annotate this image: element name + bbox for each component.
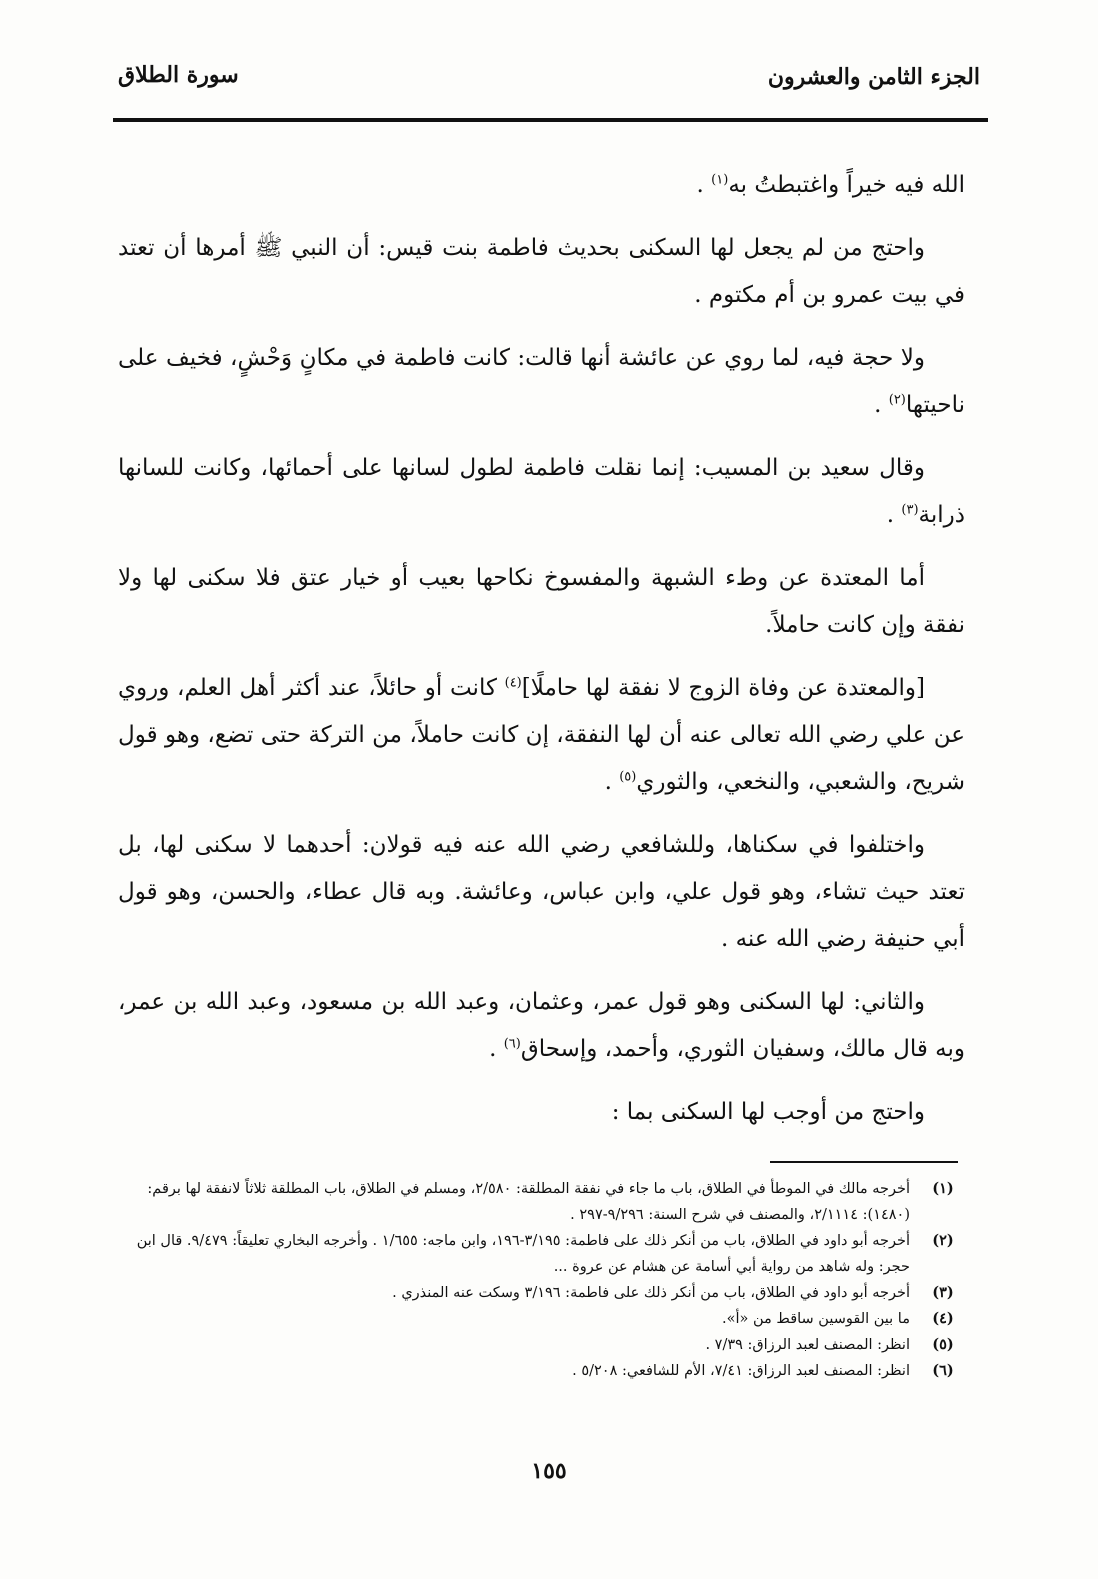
paragraph-text: وقال سعيد بن المسيب: إنما نقلت فاطمة لطول لسانها على أحمائها، وكانت للسانها ذرابة	[118, 455, 965, 528]
footnote-ref: (٥)	[619, 769, 637, 785]
running-header	[118, 62, 988, 102]
footnote-number: (٥)	[932, 1336, 954, 1353]
paragraph-tail: .	[874, 392, 889, 418]
paragraph-tail: .	[696, 172, 712, 198]
footnote-3	[118, 1280, 958, 1306]
footnote-ref: (١)	[711, 172, 729, 188]
footnote-6	[118, 1358, 958, 1384]
header-divider	[113, 118, 988, 122]
surah-title: سورة الطلاق	[118, 62, 239, 88]
footnote-2	[118, 1228, 958, 1280]
footnote-ref: (٦)	[503, 1036, 521, 1052]
footnote-number: (١)	[932, 1180, 954, 1197]
page-number: ١٥٥	[531, 1458, 567, 1484]
paragraph-text: [والمعتدة عن وفاة الزوج لا نفقة لها حاملًا]	[521, 675, 925, 701]
paragraph-2	[118, 225, 965, 319]
paragraph-text: ولا حجة فيه، لما روي عن عائشة أنها قالت: كانت فاطمة في مكانٍ وَحْشٍ، فخيف على ناحيتها	[118, 345, 965, 418]
paragraph-3	[118, 335, 965, 429]
main-text	[118, 162, 965, 1152]
footnote-text: انظر: المصنف لعبد الرزاق: ٧/٤١، الأم للشافعي: ٥/٢٠٨ .	[572, 1363, 910, 1379]
footnote-text: ما بين القوسين ساقط من «أ».	[722, 1311, 910, 1327]
paragraph-5	[118, 555, 965, 649]
paragraph-8	[118, 979, 965, 1073]
footnote-number: (٦)	[932, 1362, 954, 1379]
footnote-ref: (٢)	[888, 392, 906, 408]
paragraph-text: الله فيه خيراً واغتبطتُ به	[728, 172, 965, 198]
paragraph-text: واحتج من لم يجعل لها السكنى بحديث فاطمة بنت قيس: أن النبي ﷺ أمرها أن تعتد في بيت عمرو بن أم مكتوم .	[118, 235, 965, 308]
footnote-text: انظر: المصنف لعبد الرزاق: ٧/٣٩ .	[705, 1337, 910, 1353]
paragraph-text: واختلفوا في سكناها، وللشافعي رضي الله عنه فيه قولان: أحدهما لا سكنى لها، بل تعتد حيث تشاء، وهو قول علي، وابن عباس، وعائشة. وبه قال عطاء، والحسن، وهو قول أبي حنيفة رضي الله عنه .	[118, 832, 965, 952]
footnote-4	[118, 1306, 958, 1332]
footnote-number: (٤)	[932, 1310, 954, 1327]
paragraph-4	[118, 445, 965, 539]
paragraph-text: والثاني: لها السكنى وهو قول عمر، وعثمان، وعبد الله بن مسعود، وعبد الله بن عمر، وبه قال مالك، وسفيان الثوري، وأحمد، وإسحاق	[118, 989, 965, 1062]
footnote-ref: (٤)	[504, 675, 522, 691]
footnote-5	[118, 1332, 958, 1358]
footnotes	[118, 1176, 958, 1384]
paragraph-text: واحتج من أوجب لها السكنى بما :	[611, 1099, 925, 1125]
paragraph-1	[118, 162, 965, 209]
footnote-number: (٣)	[932, 1284, 954, 1301]
part-title: الجزء الثامن والعشرون	[767, 64, 980, 90]
footnote-number: (٢)	[932, 1232, 954, 1249]
paragraph-tail: .	[604, 769, 620, 795]
footnote-text: أخرجه أبو داود في الطلاق، باب من أنكر ذلك على فاطمة: ٣/١٩٦ وسكت عنه المنذري .	[392, 1285, 910, 1301]
footnote-1	[118, 1176, 958, 1228]
paragraph-text: أما المعتدة عن وطء الشبهة والمفسوخ نكاحها بعيب أو خيار عتق فلا سكنى لها ولا نفقة وإن كانت حاملاً.	[118, 565, 965, 638]
footnote-ref: (٣)	[901, 502, 919, 518]
footnote-text: أخرجه مالك في الموطأ في الطلاق، باب ما جاء في نفقة المطلقة: ٢/٥٨٠، ومسلم في الطلاق، باب المطلقة ثلاثاً لانفقة لها برقم: (١٤٨٠): ٢/١١١٤، والمصنف في شرح السنة: ٩/٢٩٦-٢٩٧ .	[147, 1181, 910, 1223]
paragraph-tail: كانت أو حائلاً، عند أكثر أهل العلم، وروي عن علي رضي الله تعالى عنه أن لها النفقة، إن كانت حاملاً، من التركة حتى تضع، وهو قول شريح، والشعبي، والنخعي، والثوري	[118, 675, 965, 795]
paragraph-7	[118, 822, 965, 963]
paragraph-9	[118, 1089, 965, 1136]
paragraph-6	[118, 665, 965, 806]
paragraph-tail: .	[886, 502, 902, 528]
footnote-divider	[770, 1161, 958, 1163]
paragraph-tail: .	[489, 1036, 504, 1062]
footnote-text: أخرجه أبو داود في الطلاق، باب من أنكر ذلك على فاطمة: ٣/١٩٥-١٩٦، وابن ماجه: ١/٦٥٥ . وأخرجه البخاري تعليقاً: ٩/٤٧٩. قال ابن حجر: وله شاهد من رواية أبي أسامة عن هشام عن عروة ...	[136, 1233, 910, 1275]
